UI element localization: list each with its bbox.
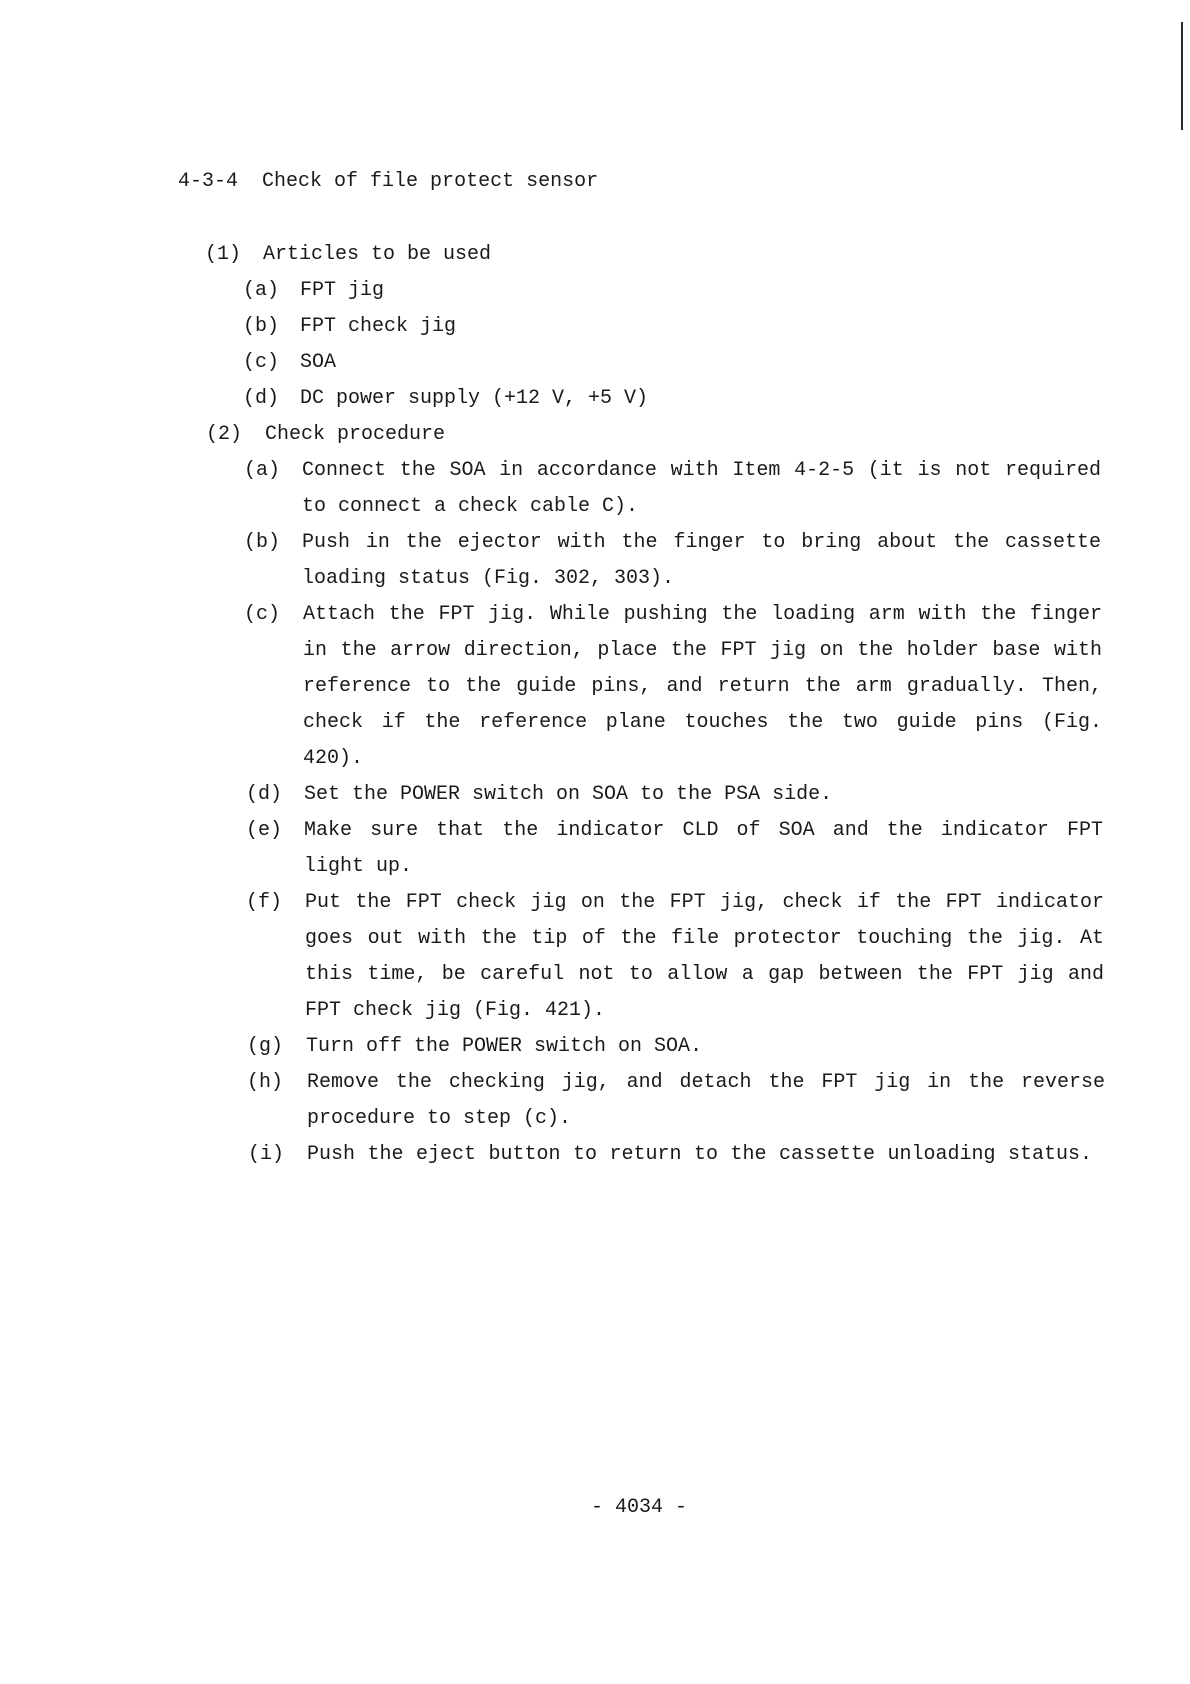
step-line: Connect the SOA in accordance with Item 4-2-5 (it is not required — [302, 459, 1101, 482]
step-label: (e) — [246, 819, 283, 842]
step-line: light up. — [304, 855, 413, 878]
article-item-label: (c) — [243, 351, 280, 374]
step-line: in the arrow direction, place the FPT jig on the holder base with — [303, 639, 1102, 662]
step-line: this time, be careful not to allow a gap between the FPT jig and — [305, 963, 1104, 986]
step-line: Put the FPT check jig on the FPT jig, check if the FPT indicator — [305, 891, 1104, 914]
step-line: Remove the checking jig, and detach the FPT jig in the reverse — [307, 1071, 1105, 1094]
article-item-text: FPT check jig — [300, 315, 457, 338]
article-item-text: SOA — [300, 351, 337, 374]
article-item-text: DC power supply (+12 V, +5 V) — [300, 387, 649, 410]
step-label: (b) — [244, 531, 281, 554]
step-line: Push the eject button to return to the cassette unloading status. — [307, 1143, 1092, 1166]
step-label: (g) — [247, 1035, 284, 1058]
step-line: goes out with the tip of the file protector touching the jig. At — [305, 927, 1104, 950]
section-heading — [178, 170, 598, 193]
procedure-label: (2) — [206, 423, 243, 446]
step-line: reference to the guide pins, and return the arm gradually. Then, — [303, 675, 1102, 698]
step-line: Push in the ejector with the finger to bring about the cassette — [302, 531, 1101, 554]
step-line: FPT check jig (Fig. 421). — [305, 999, 606, 1022]
article-item-label: (b) — [243, 315, 280, 338]
article-item-text: FPT jig — [300, 279, 385, 302]
article-item-label: (a) — [243, 279, 280, 302]
step-label: (h) — [247, 1071, 284, 1094]
articles-heading: Articles to be used — [263, 243, 492, 266]
step-label: (i) — [248, 1143, 285, 1166]
step-line: to connect a check cable C). — [302, 495, 639, 518]
step-line: Make sure that the indicator CLD of SOA and the indicator FPT — [304, 819, 1103, 842]
step-label: (c) — [244, 603, 281, 626]
step-label: (a) — [244, 459, 281, 482]
step-label: (d) — [246, 783, 283, 806]
step-line: loading status (Fig. 302, 303). — [302, 567, 675, 590]
section-title: Check of file protect sensor — [262, 170, 599, 193]
section-number: 4-3-4 — [178, 170, 239, 193]
articles-label: (1) — [205, 243, 242, 266]
step-line: procedure to step (c). — [307, 1107, 572, 1130]
step-label: (f) — [246, 891, 283, 914]
page-number: - 4034 - — [590, 1496, 687, 1519]
procedure-heading: Check procedure — [265, 423, 446, 446]
step-line: check if the reference plane touches the two guide pins (Fig. — [303, 711, 1102, 734]
article-item-label: (d) — [243, 387, 280, 410]
step-line: 420). — [303, 747, 364, 770]
step-line: Attach the FPT jig. While pushing the loading arm with the finger — [303, 603, 1102, 626]
step-line: Turn off the POWER switch on SOA. — [306, 1035, 703, 1058]
step-line: Set the POWER switch on SOA to the PSA side. — [304, 783, 833, 806]
scan-edge-mark — [1181, 22, 1183, 130]
